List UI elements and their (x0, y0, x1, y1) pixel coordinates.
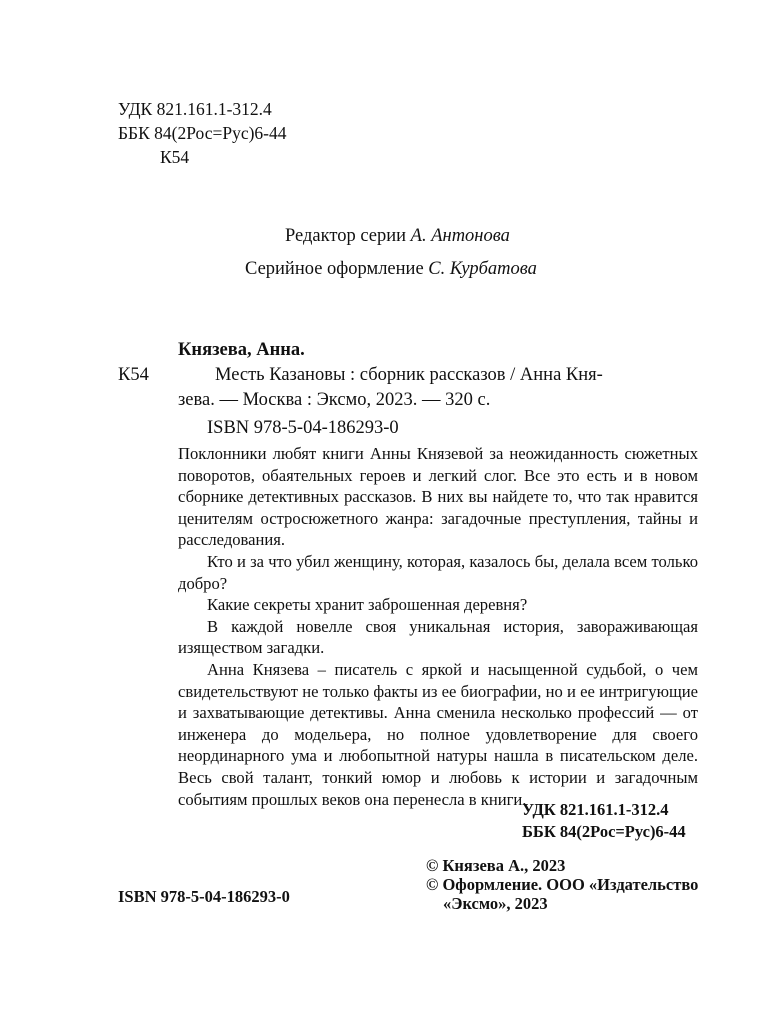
catalog-isbn: ISBN 978-5-04-186293-0 (207, 418, 399, 438)
annotation-paragraph: Кто и за что убил женщину, которая, казалось бы, делала всем только добро? (178, 551, 698, 593)
series-design-label: Серийное оформление (245, 259, 424, 279)
annotation-paragraph: Анна Князева – писатель с яркой и насыщенной судьбой, о чем свидетельствуют не только факты из ее биографии, но и ее интригующие и захватывающие детективы. Анна сменила несколько профессий — от инженера до модельера, но полное удовлетворение для своего неординарного ума и любопытной натуры нашла в писательском деле. Весь свой талант, тонкий юмор и любовь к истории и загадочным событиям прошлых веков она перенесла в книги. (178, 659, 698, 809)
footer-isbn: ISBN 978-5-04-186293-0 (118, 887, 290, 906)
annotation-paragraph: Поклонники любят книги Анны Князевой за неожиданность сюжетных поворотов, обаятельных героев и легкий слог. Все это есть и в новом сборнике детективных рассказов. В них вы найдете то, что так нравится ценителям остросюжетного жанра: загадочные преступления, тайны и расследования. (178, 444, 698, 550)
annotation-paragraph: В каждой новелле своя уникальная история, завораживающая изяществом загадки. (178, 616, 698, 658)
annotation-paragraph: Какие секреты хранит заброшенная деревня? (207, 595, 528, 615)
top-author-mark: К54 (160, 147, 190, 167)
catalog-title-line2: зева. — Москва : Эксмо, 2023. — 320 с. (178, 390, 491, 410)
book-annotation (178, 443, 698, 810)
series-editor-label: Редактор серии (285, 226, 407, 246)
catalog-author-heading: Князева, Анна. (178, 340, 305, 360)
copyright-design-line1: © Оформление. ООО «Издательство (426, 875, 699, 894)
catalog-title-line1: Месть Казановы : сборник рассказов / Анна Кня- (215, 365, 603, 385)
series-editor-name: А. Антонова (410, 226, 510, 246)
catalog-author-mark: К54 (118, 365, 149, 385)
copyright-author: © Князева А., 2023 (426, 856, 566, 875)
copyright-design-line2: «Эксмо», 2023 (443, 894, 548, 913)
top-udk-code: УДК 821.161.1-312.4 (118, 99, 272, 119)
series-design-credit (245, 259, 537, 280)
bold-bbk-code: ББК 84(2Рос=Рус)6-44 (522, 822, 686, 841)
series-editor-credit (285, 226, 510, 247)
series-design-name: С. Курбатова (428, 259, 537, 279)
top-bbk-code: ББК 84(2Рос=Рус)6-44 (118, 123, 287, 143)
bold-udk-code: УДК 821.161.1-312.4 (522, 800, 669, 819)
